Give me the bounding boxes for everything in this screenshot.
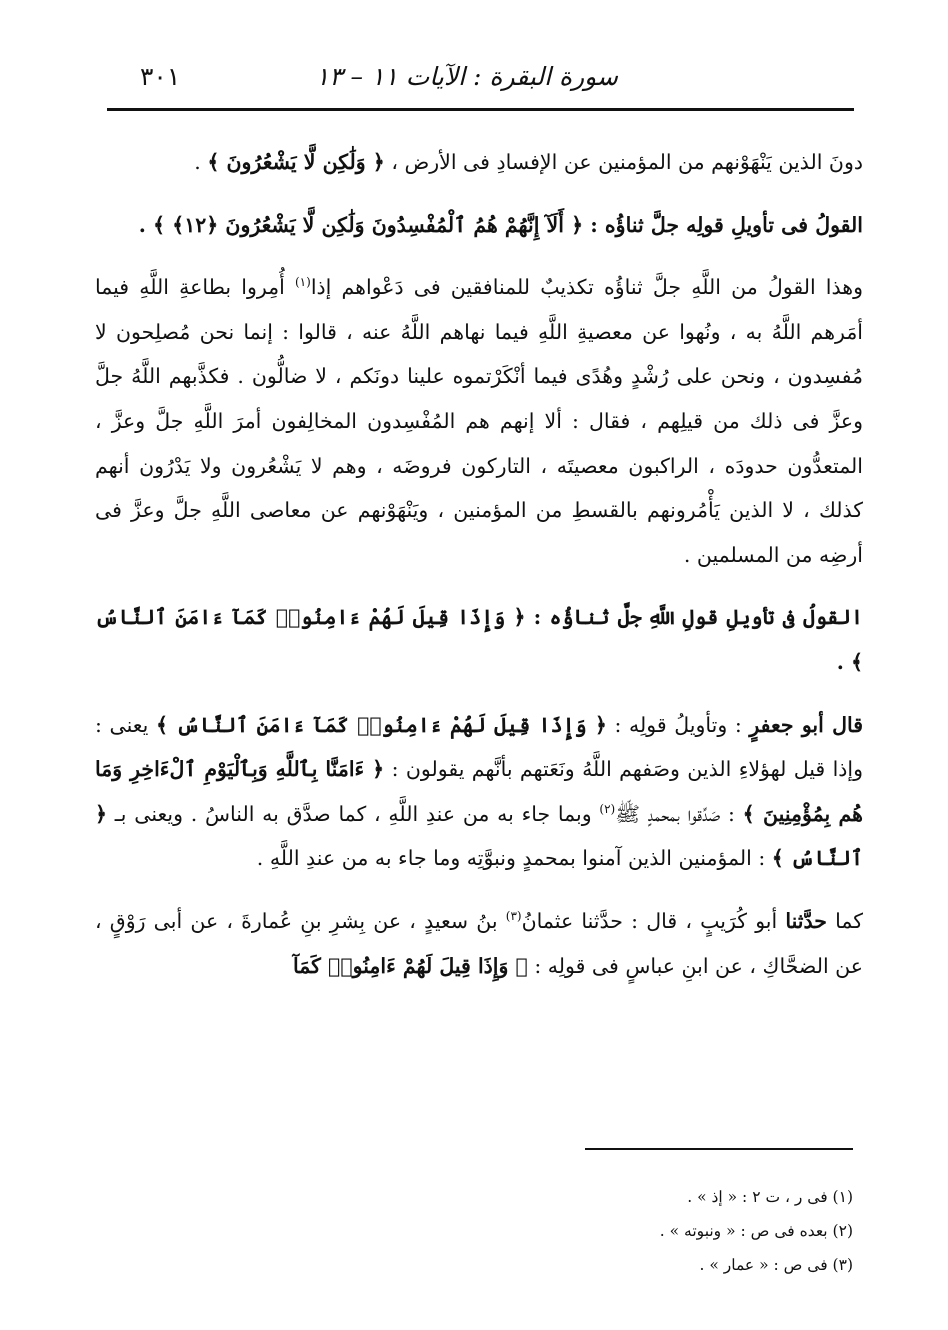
text-run: بنُ سعيدٍ ، عن بِشرِ بنِ عُمارةَ ، عن أبى رَوْقٍ ، عن الضحَّاكِ ، عن ابنِ عباسٍ فى قولِه :: [95, 908, 863, 978]
footnote-marker: (١): [294, 275, 311, 290]
page-number: ٣٠١: [140, 62, 181, 91]
text-run: كما: [826, 908, 863, 933]
quran-verse: ﴿ وَإِذَا قِيلَ لَهُمْ ءَامِنُوا۟ كَمَآ: [293, 953, 528, 978]
text-run: : المؤمنين الذين آمنوا بمحمدٍ ونبوَّتِه وما جاء به من عندِ اللَّهِ .: [256, 846, 772, 871]
paragraph: [95, 703, 863, 881]
main-text: [95, 140, 863, 988]
text-run: أُمِروا بطاعةِ اللَّهِ فيما أمَرهم اللَّهُ به ، ونُهوا عن معصيةِ اللَّهِ فيما نهاهم اللَّهُ عنه ، قالوا : إنما نحن مُصلِحون لا مُفسِدون ، ونحن على رُشْدٍ وهُدًى فيما أنْكَرْتموه علينا دونَكم ، لا ضالُّون . فكذَّبهم اللَّهُ جلَّ وعزَّ فى ذلك من قيلِهم ، فقال : ألا إنهم هم المُفْسِدون المخالِفون أمرَ اللَّهِ جلَّ وعزَّ ، المتعدُّون حدودَه ، الراكبون معصيتَه ، التاركون فروضَه ، وهم لا يَشْعُرون ولا يَدْرُون أنهم كذلك ، لا الذين يَأْمُرونهم بالقسطِ من المؤمنين ، ويَنْهَوْنهم عن معاصى اللَّهِ جلَّ وعزَّ فى أرضِه من المسلمين .: [95, 275, 863, 567]
quran-verse: ﴿ أَلَآ إِنَّهُمْ هُمُ ٱلْمُفْسِدُونَ وَلَٰكِن لَّا يَشْعُرُونَ ﴿١٢﴾ ﴾: [153, 212, 584, 237]
text-run: .: [836, 649, 851, 674]
quran-verse: ﴿ وَإِذَا قِيلَ لَهُمْ ءَامِنُوا۟ كَمَآ ءَامَنَ ٱلنَّاسُ ﴾: [95, 605, 863, 674]
quran-verse: ﴿ ٱلنَّاسُ ﴾: [95, 801, 863, 871]
bold-text: القولُ فى تأويلِ قولِه جلَّ ثناؤُه :: [583, 212, 863, 237]
text-run: .: [138, 212, 154, 237]
text-run: : وتأويلُ قولِه :: [606, 712, 750, 737]
text-run: وهذا القولُ من اللَّهِ جلَّ ثناؤُه تكذيبٌ للمنافقين فى دَعْواهم إذا: [310, 275, 863, 300]
footnote-divider: [585, 1148, 853, 1150]
footnote-marker: (٣): [505, 909, 522, 924]
quran-verse: ﴿ وَلَٰكِن لَّا يَشْعُرُونَ ﴾: [207, 150, 385, 174]
footnote-1: (١) فى ر ، ت ٢ : « إذ » .: [687, 1188, 853, 1206]
text-run: أبو كُرَيبٍ ، قال : حدَّثنا عثمانُ: [521, 908, 786, 933]
bold-text: حدَّثنا: [785, 908, 827, 933]
surah-title: سورة البقرة : الآيات ١١ – ١٣: [315, 62, 618, 91]
bold-text: القولُ فى تأويلِ قولِ اللَّهِ جلَّ ثناؤُه :: [525, 605, 863, 630]
section-heading: [95, 203, 863, 248]
text-run: .: [194, 150, 208, 174]
quran-verse: ﴿ وَإِذَا قِيلَ لَهُمْ ءَامِنُوا۟ كَمَآ ءَامَنَ ٱلنَّاسُ ﴾: [156, 712, 607, 737]
footnotes: [300, 1180, 853, 1282]
text-run: يعنى : وإذا قيل لهؤلاءِ الذين وصَفهم اللَّهُ ونَعَتهم بأنَّهم يقولون :: [95, 712, 864, 782]
section-heading: [95, 595, 863, 684]
page-header: [100, 58, 868, 102]
paragraph: [95, 265, 863, 577]
text-run: دونَ الذين يَنْهَوْنهم من المؤمنين عن الإفسادِ فى الأرض ،: [384, 150, 863, 174]
header-divider: [107, 108, 854, 111]
text-run: وبما جاء به من عندِ اللَّهِ ، كما صدَّق به الناسُ . ويعنى بـ: [107, 801, 600, 826]
footnote-marker: (٢): [599, 801, 616, 816]
footnote-3: (٣) فى ص : « عمار » .: [699, 1256, 853, 1274]
bold-text: قال أبو جعفرٍ: [749, 712, 864, 737]
quran-verse: ﴿ ءَامَنَّا بِٱللَّهِ وَبِٱلْيَوْمِ ٱلْءَاخِرِ وَمَا هُم بِمُؤْمِنِينَ ﴾: [95, 757, 863, 826]
footnote-2: (٢) بعده فى ص : « ونبوته » .: [659, 1222, 853, 1240]
text-run: : صَدِّقوا بمحمدٍ ﷺ: [615, 801, 743, 826]
paragraph: [95, 140, 863, 185]
paragraph: [95, 899, 863, 988]
